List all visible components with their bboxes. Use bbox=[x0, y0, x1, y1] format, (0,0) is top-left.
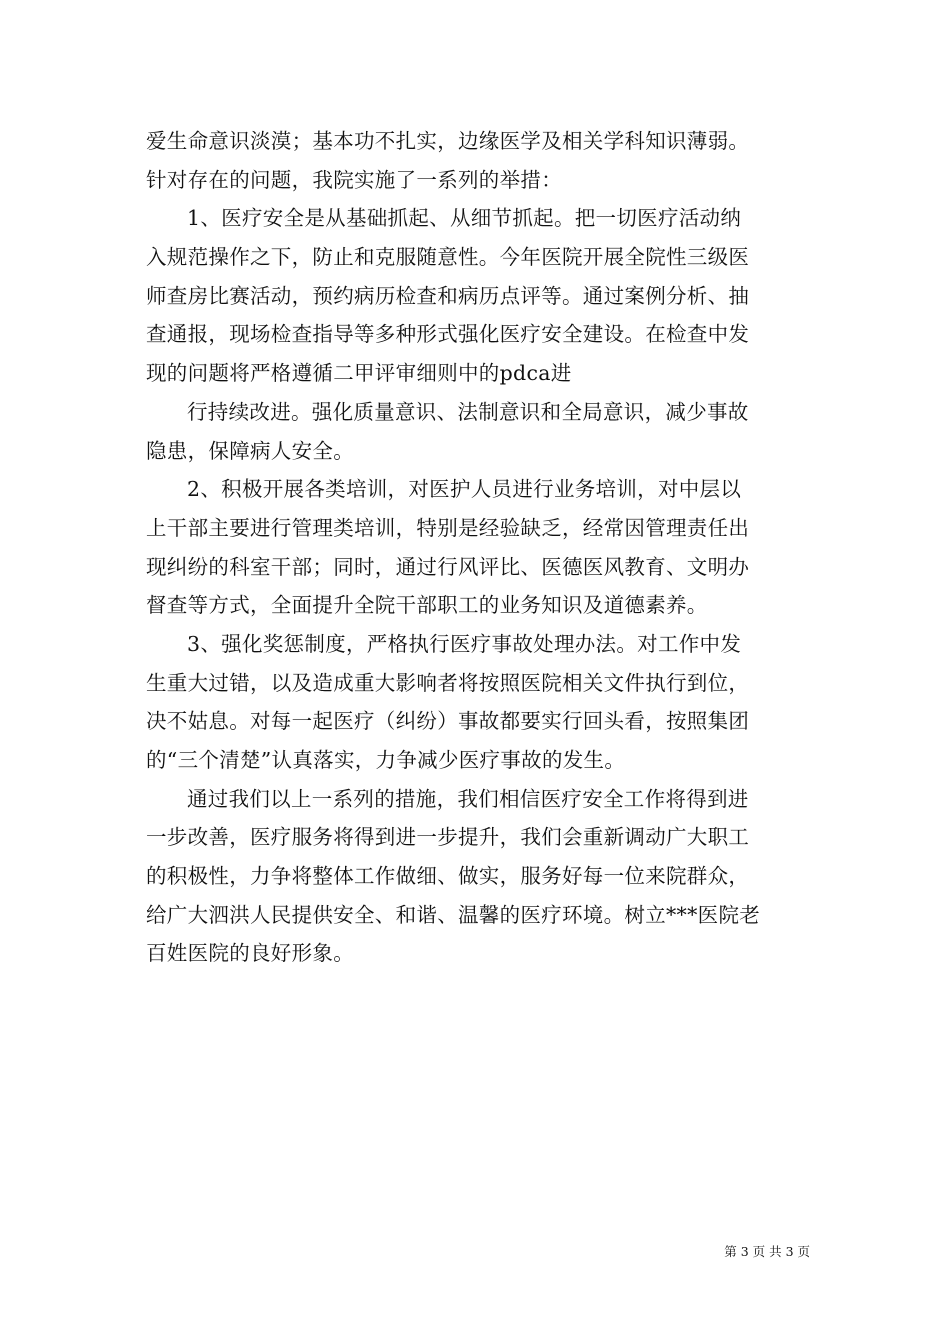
text-line: 通过我们以上一系列的措施，我们相信医疗安全工作将得到进 bbox=[187, 786, 749, 811]
text-line: 百姓医院的良好形象。 bbox=[146, 941, 354, 966]
text-line: 2、积极开展各类培训，对医护人员进行业务培训，对中层以 bbox=[187, 477, 742, 502]
text-line: 的“三个清楚”认真落实，力争减少医疗事故的发生。 bbox=[146, 748, 626, 772]
page-number-footer: 第 3 页 共 3 页 bbox=[724, 1244, 810, 1259]
text-line: 针对存在的问题，我院实施了一系列的举措： bbox=[146, 167, 562, 192]
body-text bbox=[146, 122, 810, 973]
text-line: 现纠纷的科室干部；同时，通过行风评比、医德医风教育、文明办 bbox=[146, 554, 750, 579]
text-line: 现的问题将严格遵循二甲评审细则中的pdca进 bbox=[146, 361, 572, 386]
text-line: 督查等方式，全面提升全院干部职工的业务知识及道德素养。 bbox=[146, 593, 708, 618]
text-line: 给广大泗洪人民提供安全、和谐、温馨的医疗环境。树立***医院老 bbox=[146, 902, 761, 927]
text-line: 入规范操作之下，防止和克服随意性。今年医院开展全院性三级医 bbox=[146, 245, 750, 270]
text-line: 3、强化奖惩制度，严格执行医疗事故处理办法。对工作中发 bbox=[187, 631, 742, 656]
text-line: 隐患，保障病人安全。 bbox=[146, 438, 354, 463]
text-line: 上干部主要进行管理类培训，特别是经验缺乏，经常因管理责任出 bbox=[146, 515, 750, 540]
text-line: 决不姑息。对每一起医疗（纠纷）事故都要实行回头看，按照集团 bbox=[146, 709, 750, 734]
text-line: 的积极性，力争将整体工作做细、做实，服务好每一位来院群众， bbox=[146, 864, 750, 889]
text-line: 师查房比赛活动，预约病历检查和病历点评等。通过案例分析、抽 bbox=[146, 283, 750, 308]
text-line: 行持续改进。强化质量意识、法制意识和全局意识，减少事故 bbox=[187, 399, 749, 424]
text-line: 爱生命意识淡漠；基本功不扎实，边缘医学及相关学科知识薄弱。 bbox=[146, 129, 750, 153]
text-line: 生重大过错，以及造成重大影响者将按照医院相关文件执行到位， bbox=[146, 670, 750, 695]
text-line: 一步改善，医疗服务将得到进一步提升，我们会重新调动广大职工 bbox=[146, 825, 750, 850]
text-line: 查通报，现场检查指导等多种形式强化医疗安全建设。在检查中发 bbox=[146, 322, 750, 347]
text-line: 1、医疗安全是从基础抓起、从细节抓起。把一切医疗活动纳 bbox=[187, 206, 742, 231]
